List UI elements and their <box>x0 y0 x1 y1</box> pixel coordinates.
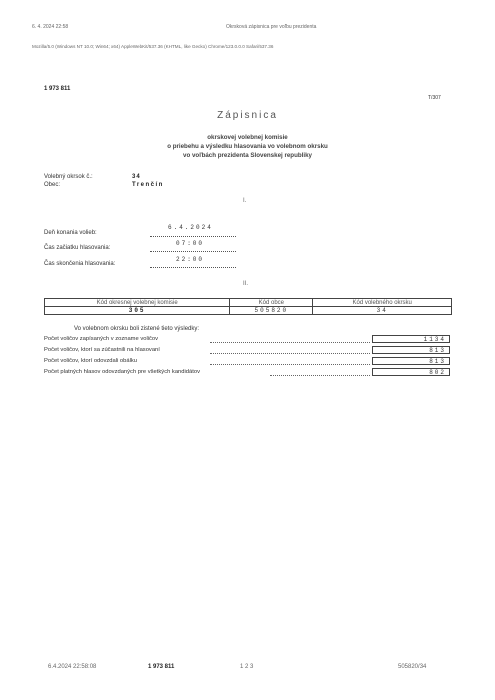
codes-table-header <box>45 299 452 307</box>
codes-table <box>44 298 452 315</box>
envelopes-label: Počet voličov, ktorí odovzdali obálku <box>44 358 138 364</box>
envelopes-value: 813 <box>372 357 450 365</box>
form-code: T/307 <box>428 95 441 101</box>
print-datetime: 6. 4. 2024 22:58 <box>32 24 69 30</box>
user-agent-line: Mozilla/5.0 (Windows NT 10.0; Win64; x64) AppleWebKit/537.36 (KHTML, like Gecko) Chrome/123.0.0.0 Safari/537.36 <box>32 44 274 49</box>
section-1-numeral: I. <box>243 198 247 204</box>
valid-votes-value: 802 <box>372 368 450 376</box>
subtitle-block <box>0 133 495 160</box>
codes-table-row <box>45 307 452 315</box>
participated-voters-value: 813 <box>372 346 450 354</box>
precinct-code: 34 <box>313 307 452 315</box>
obec-label: Obec: <box>44 182 61 188</box>
document-number: 1 973 811 <box>44 86 71 92</box>
subtitle-line-1: okrskovej volebnej komisie <box>207 134 288 141</box>
print-doc-title: Okrsková zápisnica pre voľbu prezidenta <box>226 24 317 30</box>
election-date-value: 6.4.2024 <box>168 224 213 231</box>
footer-document-number: 1 973 811 <box>148 664 175 670</box>
footer-code: 505820/34 <box>398 664 427 670</box>
start-time-value: 07:00 <box>176 240 205 247</box>
participated-voters-dots <box>210 353 370 354</box>
registered-voters-label: Počet voličov zapísaných v zozname voličov <box>44 336 159 342</box>
subtitle-line-2: o priebehu a výsledku hlasovania vo volebnom okrsku <box>167 143 328 150</box>
okrsok-value: 34 <box>132 174 141 180</box>
okrsok-label: Volebný okrsok č.: <box>44 174 93 180</box>
end-time-label: Čas skončenia hlasovania: <box>44 261 116 267</box>
district-commission-code: 305 <box>45 307 230 315</box>
footer-page-indicator: 1 2 3 <box>240 664 254 670</box>
valid-votes-label: Počet platných hlasov odovzdaných pre všetkých kandidátov <box>44 369 200 375</box>
section-2-numeral: II. <box>243 281 249 287</box>
registered-voters-value: 1134 <box>372 335 450 343</box>
municipality-code: 505820 <box>230 307 313 315</box>
end-time-value: 22:00 <box>176 256 205 263</box>
col-header-precinct-code: Kód volebného okrsku <box>313 299 452 307</box>
start-time-dots <box>150 251 236 252</box>
start-time-label: Čas začiatku hlasovania: <box>44 245 111 251</box>
subtitle-line-3: vo voľbách prezidenta Slovenskej republiky <box>183 152 312 159</box>
obec-value: Trenčín <box>132 182 164 188</box>
footer-datetime: 6.4.2024 22:58:08 <box>48 664 97 670</box>
results-intro: Vo volebnom okrsku boli zistené tieto výsledky: <box>74 326 200 332</box>
participated-voters-label: Počet voličov, ktorí sa zúčastnili na hlasovaní <box>44 347 160 353</box>
page-title: Zápisnica <box>217 110 278 121</box>
valid-votes-dots <box>270 375 370 376</box>
col-header-municipality-code: Kód obce <box>230 299 313 307</box>
registered-voters-dots <box>210 342 370 343</box>
election-date-label: Deň konania volieb: <box>44 230 97 236</box>
envelopes-dots <box>210 364 370 365</box>
election-date-dots <box>150 236 236 237</box>
col-header-district-commission: Kód okresnej volebnej komisie <box>45 299 230 307</box>
end-time-dots <box>150 267 236 268</box>
